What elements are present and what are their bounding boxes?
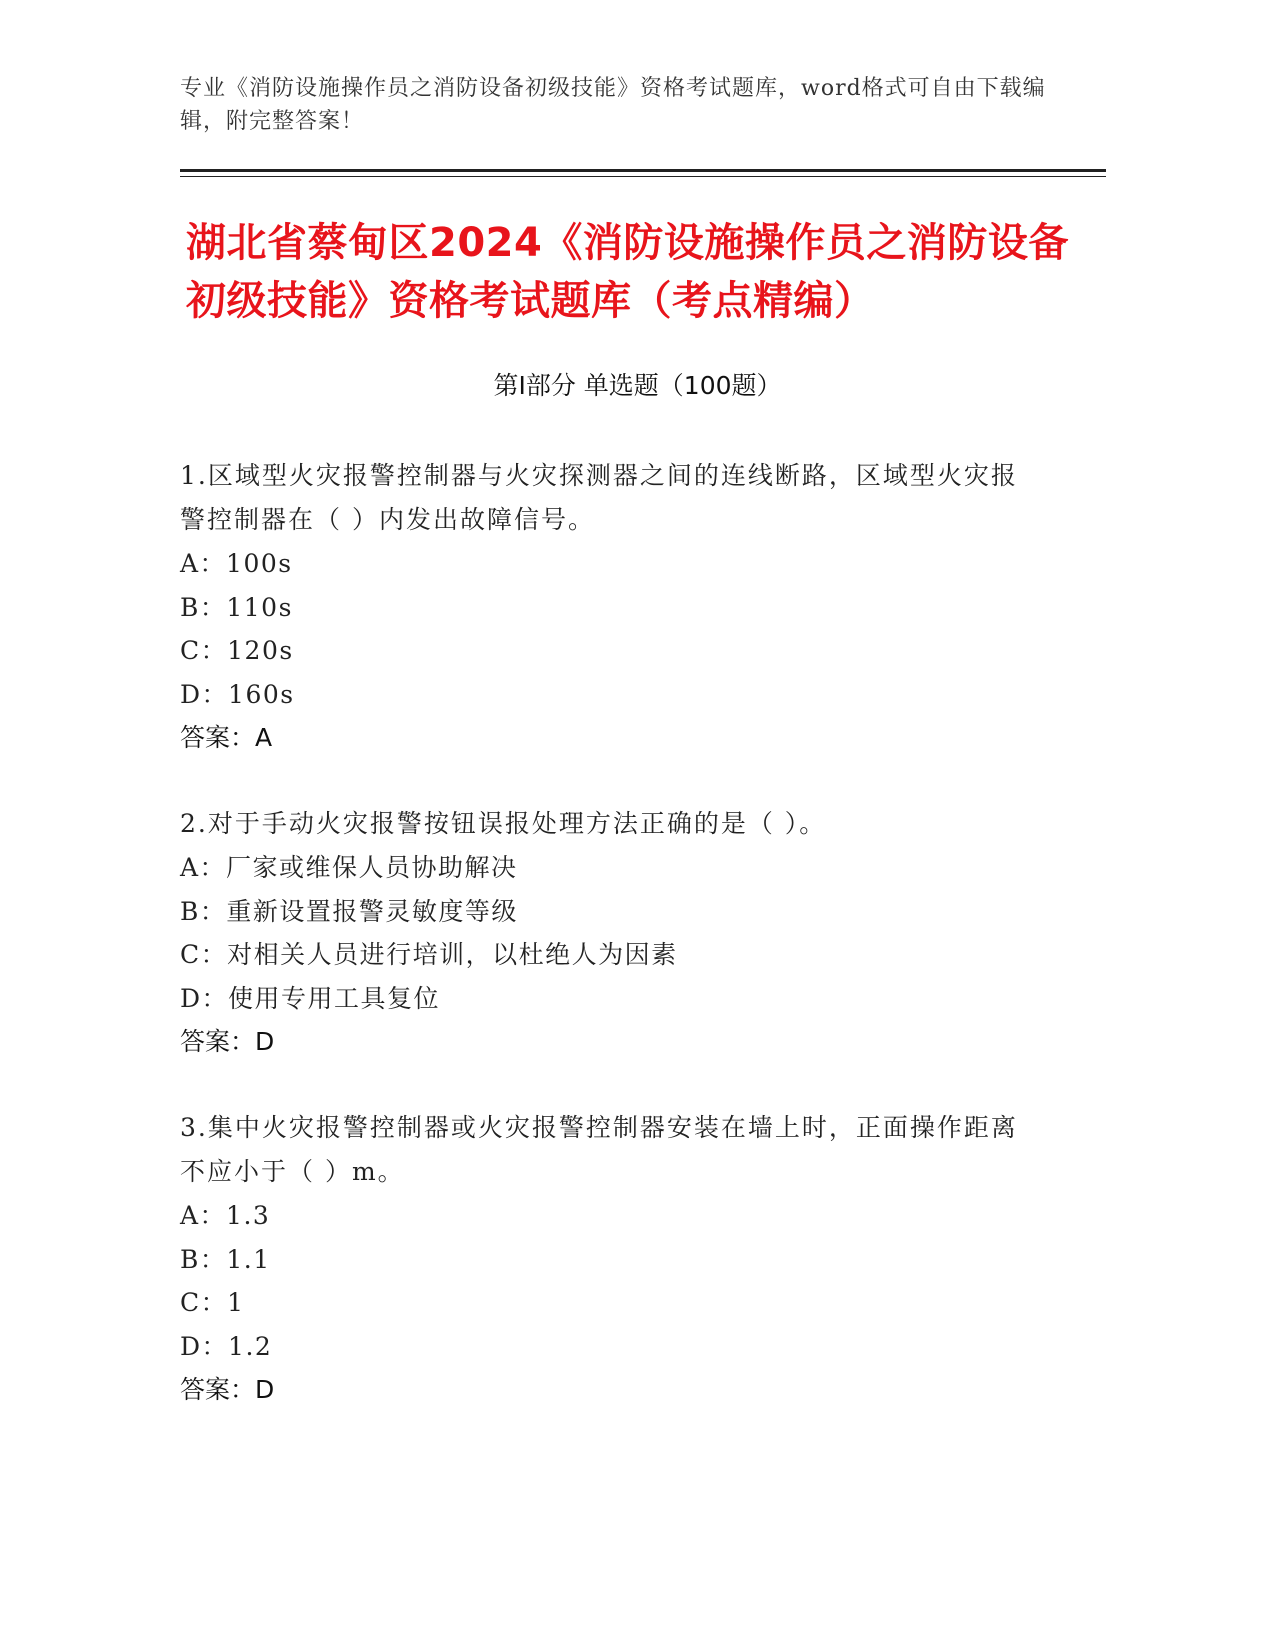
- question-2: [180, 802, 1040, 1064]
- option-d: D：1.2: [180, 1331, 273, 1361]
- question-stem: 3.集中火灾报警控制器或火灾报警控制器安装在墙上时，正面操作距离不应小于（ ）m。: [180, 1113, 1018, 1186]
- question-1: [180, 454, 1040, 760]
- question-3: [180, 1106, 1040, 1412]
- answer: 答案：D: [180, 1375, 275, 1404]
- option-c: C：120s: [180, 636, 294, 665]
- option-b: B：重新设置报警灵敏度等级: [180, 896, 518, 926]
- answer: 答案：D: [180, 1027, 275, 1056]
- option-b: B：1.1: [180, 1244, 271, 1274]
- header-divider-thin: [180, 176, 1106, 177]
- option-c: C：1: [180, 1288, 245, 1317]
- option-a: A：1.3: [180, 1201, 271, 1230]
- option-a: A：厂家或维保人员协助解决: [180, 853, 518, 882]
- option-b: B：110s: [180, 592, 293, 622]
- option-d: D：使用专用工具复位: [180, 983, 441, 1013]
- section-heading: 第Ⅰ部分 单选题（100题）: [493, 371, 782, 400]
- option-d: D：160s: [180, 679, 295, 709]
- answer: 答案：A: [180, 723, 273, 752]
- option-c: C：对相关人员进行培训，以杜绝人为因素: [180, 940, 678, 969]
- option-a: A：100s: [180, 549, 293, 578]
- header-divider-thick: [180, 169, 1106, 172]
- document-title: 湖北省蔡甸区2024《消防设施操作员之消防设备初级技能》资格考试题库（考点精编）: [186, 220, 1069, 324]
- question-stem: 1.区域型火灾报警控制器与火灾探测器之间的连线断路，区域型火灾报警控制器在（ ）内发出故障信号。: [180, 461, 1018, 534]
- question-stem: 2.对于手动火灾报警按钮误报处理方法正确的是（ ）。: [180, 809, 827, 838]
- header-note: 专业《消防设施操作员之消防设备初级技能》资格考试题库，word格式可自由下载编辑，附完整答案！: [180, 76, 1046, 134]
